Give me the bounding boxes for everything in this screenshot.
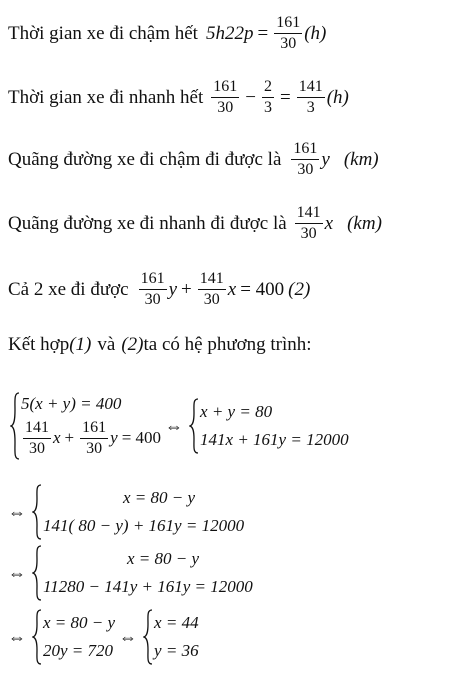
fraction (274, 14, 302, 53)
fraction (295, 204, 323, 243)
denominator: 30 (144, 291, 161, 308)
system-left (32, 609, 115, 665)
fraction (23, 419, 51, 458)
system-4 (8, 609, 199, 665)
numerator: 161 (139, 270, 167, 290)
numerator: 161 (80, 419, 108, 439)
equation: 5(x + y) = 400 (21, 394, 122, 414)
equation: x = 80 − y (43, 613, 116, 632)
fraction (139, 270, 167, 309)
line-total-distance (8, 270, 310, 309)
rhs: = 400 (121, 428, 162, 448)
variable-y: y (321, 148, 330, 170)
equation-label: (2) (288, 278, 311, 300)
unit: (h) (326, 86, 349, 108)
denominator: 30 (203, 291, 220, 308)
equation-ref-2: (2) (121, 334, 144, 355)
equation (21, 419, 161, 458)
variable-x: x (227, 278, 237, 300)
denominator: 3 (263, 99, 272, 116)
equivalence-symbol: ⇔ (8, 626, 26, 647)
line-combine (8, 334, 312, 356)
system-right (143, 609, 199, 665)
variable-x: x (53, 428, 61, 448)
line-slow-time (8, 14, 326, 53)
equation: 11280 − 141y + 161y = 12000 (43, 577, 253, 596)
equation: 141( 80 − y) + 161y = 12000 (43, 516, 245, 535)
brace-icon (32, 609, 42, 665)
combine-text-1: Kết hợp (8, 334, 70, 355)
unit: (km) (347, 212, 382, 234)
denominator: 30 (86, 439, 103, 457)
equation: 20y = 720 (43, 641, 114, 660)
system-left (10, 392, 161, 460)
line-fast-time (8, 78, 349, 117)
system-rows (43, 484, 275, 540)
system-rows (43, 609, 115, 665)
brace-icon (143, 609, 153, 665)
equals-sign: = (257, 22, 269, 44)
numerator: 161 (211, 78, 239, 98)
slow-distance-text: Quãng đường xe đi chậm đi được là (8, 148, 282, 170)
fraction (80, 419, 108, 458)
equation: 141x + 161y = 12000 (200, 430, 349, 449)
equals-sign: = (279, 86, 291, 108)
variable-y: y (168, 278, 178, 300)
fraction (262, 78, 274, 117)
equation: y = 36 (154, 641, 199, 660)
fraction (297, 78, 325, 117)
plus-sign: + (181, 278, 192, 300)
equation-ref-1: (1) (69, 334, 92, 355)
fast-distance-text: Quãng đường xe đi nhanh đi được là (8, 212, 287, 234)
brace-icon (32, 484, 42, 540)
equivalence-symbol: ⇔ (8, 562, 26, 583)
system-1 (8, 392, 349, 460)
brace-icon (32, 545, 42, 601)
total-distance-text: Cả 2 xe đi được (8, 278, 129, 300)
fraction (211, 78, 239, 117)
system (32, 484, 275, 540)
minus-sign: − (245, 86, 256, 108)
combine-text-3: ta có hệ phương trình: (143, 334, 312, 355)
fraction (291, 140, 319, 179)
system-rows (43, 545, 283, 601)
equivalence-symbol: ⇔ (8, 501, 26, 522)
variable-x: x (324, 212, 334, 234)
system (32, 545, 283, 601)
denominator: 30 (300, 225, 317, 242)
denominator: 30 (297, 161, 314, 178)
equivalence-symbol: ⇔ (119, 626, 138, 647)
equivalence-symbol: ⇔ (165, 415, 184, 436)
numerator: 141 (23, 419, 51, 439)
numerator: 161 (291, 140, 319, 160)
slow-time-text: Thời gian xe đi chậm hết (8, 22, 198, 44)
line-slow-distance (8, 140, 379, 179)
numerator: 141 (295, 204, 323, 224)
combine-text-2: và (97, 334, 116, 355)
denominator: 30 (29, 439, 45, 457)
equation: x + y = 80 (200, 402, 273, 421)
denominator: 3 (306, 99, 315, 116)
numerator: 141 (198, 270, 226, 290)
rhs: = 400 (240, 278, 285, 300)
numerator: 2 (262, 78, 274, 98)
denominator: 30 (217, 99, 234, 116)
system-rows (154, 609, 199, 665)
system-3 (8, 545, 283, 601)
system-right (189, 398, 349, 454)
brace-icon (10, 392, 20, 460)
numerator: 161 (274, 14, 302, 34)
equation: x = 80 − y (126, 549, 200, 568)
brace-icon (189, 398, 199, 454)
fraction (198, 270, 226, 309)
unit: (h) (304, 22, 327, 44)
line-fast-distance (8, 204, 382, 243)
slow-time-value: 5h22p (205, 22, 254, 44)
plus-sign: + (64, 428, 75, 448)
system-2 (8, 484, 275, 540)
equation: x = 44 (154, 613, 199, 632)
system-rows (21, 392, 161, 460)
system-rows (200, 398, 349, 454)
variable-y: y (110, 428, 118, 448)
denominator: 30 (280, 35, 297, 52)
fast-time-text: Thời gian xe đi nhanh hết (8, 86, 204, 108)
numerator: 141 (297, 78, 325, 98)
equation: x = 80 − y (122, 488, 196, 507)
unit: (km) (343, 148, 379, 170)
